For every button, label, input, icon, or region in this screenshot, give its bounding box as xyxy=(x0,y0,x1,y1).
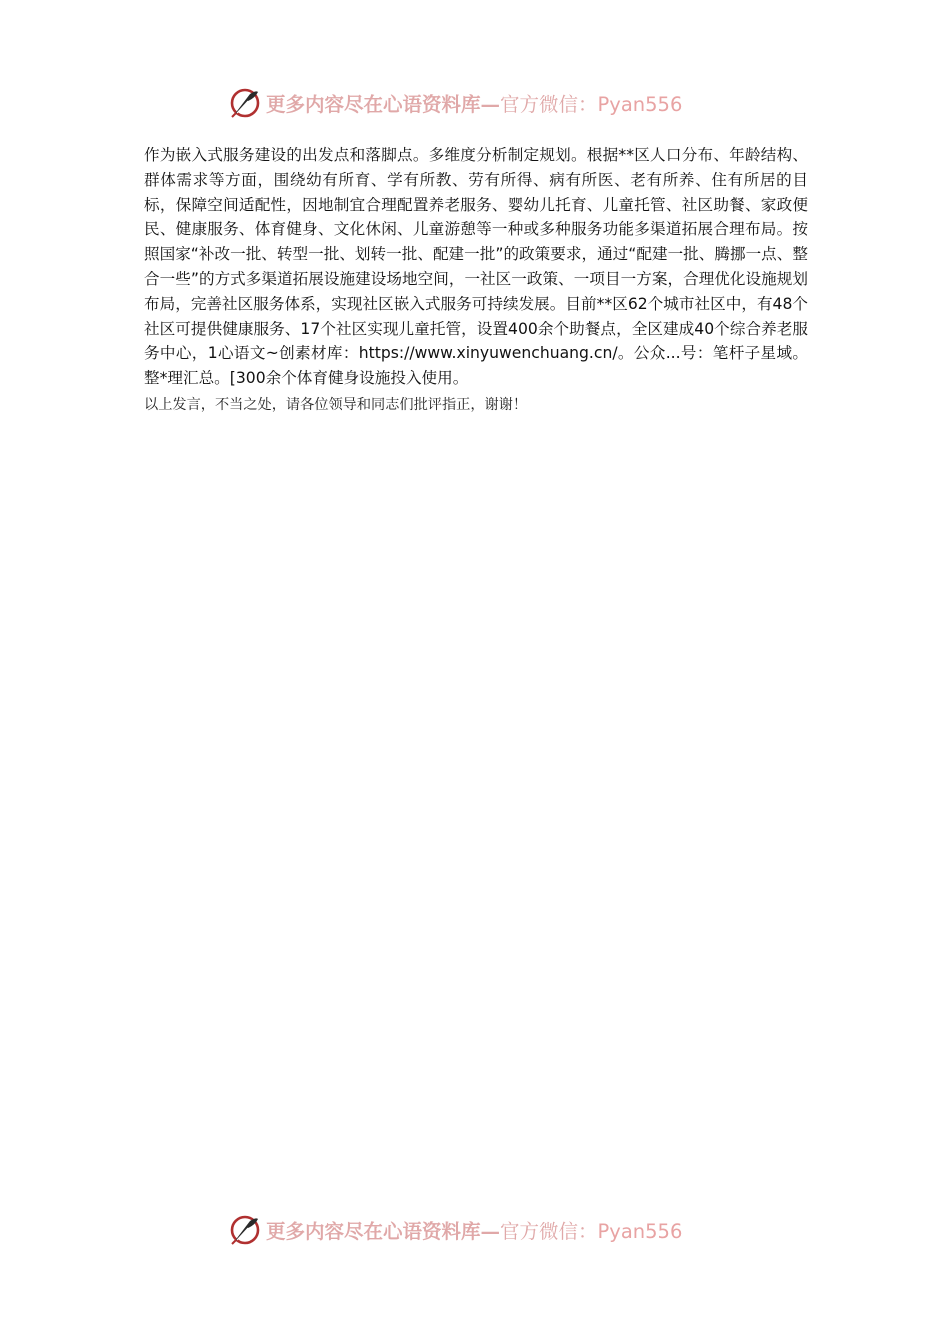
quill-pen-logo-icon xyxy=(228,1213,262,1247)
footer-banner xyxy=(228,1211,748,1249)
banner-main-text: 更多内容尽在心语资料库— xyxy=(266,1220,501,1243)
quill-pen-logo-icon xyxy=(228,86,262,120)
banner-wechat-label: 官方微信： xyxy=(500,93,598,116)
document-body xyxy=(144,143,808,415)
banner-main-text: 更多内容尽在心语资料库— xyxy=(266,93,501,116)
closing-remark: 以上发言，不当之处，请各位领导和同志们批评指正，谢谢！ xyxy=(144,396,528,413)
header-banner xyxy=(228,84,748,122)
banner-wechat-id: Pyan556 xyxy=(597,1220,683,1243)
banner-text xyxy=(266,89,682,117)
banner-text xyxy=(266,1216,682,1244)
banner-wechat-id: Pyan556 xyxy=(597,93,683,116)
banner-wechat-label: 官方微信： xyxy=(500,1220,598,1243)
body-paragraph: 作为嵌入式服务建设的出发点和落脚点。多维度分析制定规划。根据**区人口分布、年龄结构、群体需求等方面，围绕幼有所育、学有所教、劳有所得、病有所医、老有所养、住有所居的目标，保障空间适配性，因地制宜合理配置养老服务、婴幼儿托育、儿童托管、社区助餐、家政便民、健康服务、体育健身、文化休闲、儿童游憩等一种或多种服务功能多渠道拓展合理布局。按照国家“补改一批、转型一批、划转一批、配建一批”的政策要求，通过“配建一批、腾挪一点、整合一些”的方式多渠道拓展设施建设场地空间，一社区一政策、一项目一方案，合理优化设施规划布局，完善社区服务体系，实现社区嵌入式服务可持续发展。目前**区62个城市社区中，有48个社区可提供健康服务、17个社区实现儿童托管，设置400余个助餐点，全区建成40个综合养老服务中心，1心语文~创素材库：https://www.xinyuwenchuang.cn/。公众...号：笔杆子星域。整*理汇总。[300余个体育健身设施投入使用。 xyxy=(144,146,808,388)
